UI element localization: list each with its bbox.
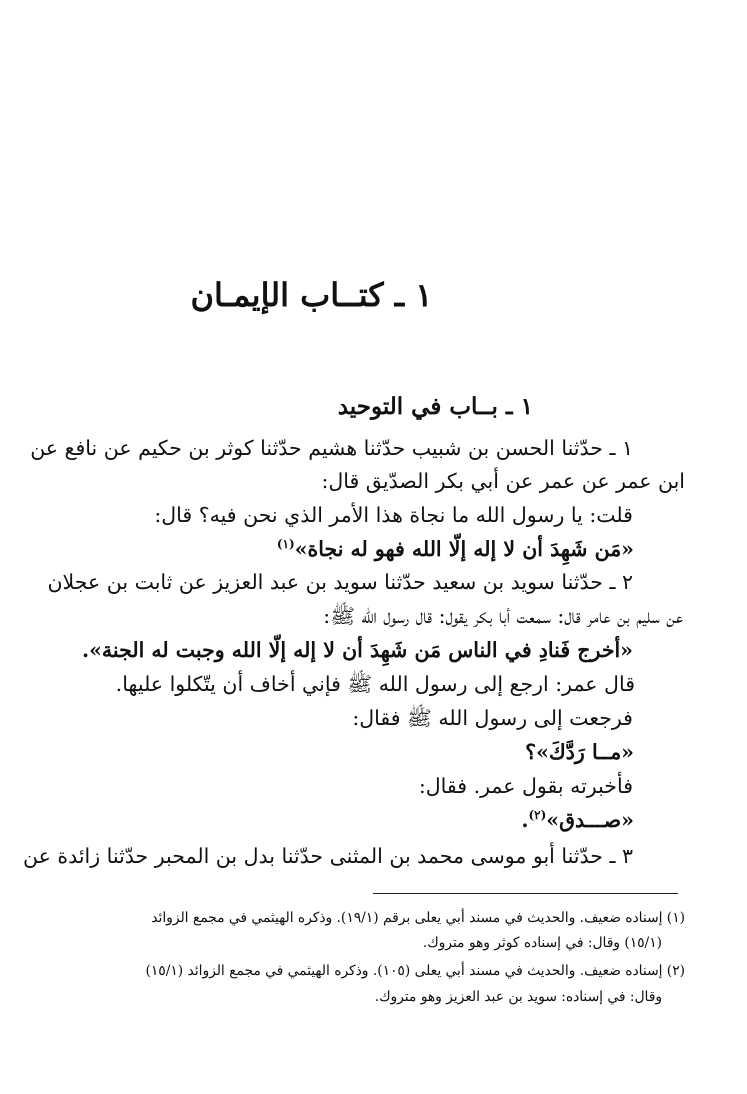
hadith-2-line-5: فأخبرته بقول عمر. فقال:	[418, 774, 633, 798]
hadith-2-line-2: عن سليم بن عامر قال: سمعت أبا بكر يقول: قال رسول الله ﷺ:	[323, 604, 683, 628]
hadith-1-prophetic-saying	[277, 535, 634, 563]
hadith-2-line-4: فرجعت إلى رسول الله ﷺ فقال:	[352, 706, 633, 730]
footnote-1-line-1: (١) إسناده ضعيف. والحديث في مسند أبي يعلى برقم (١٩/١). وذكره الهيثمي في مجمع الزوائد	[151, 910, 685, 926]
prophetic-text: «صـــدق»	[546, 808, 634, 832]
chapter-title: ١ ـ بــاب في التوحيد	[337, 393, 533, 420]
hadith-1-line-3: قلت: يا رسول الله ما نجاة هذا الأمر الذي نحن فيه؟ قال:	[154, 503, 633, 527]
footnote-ref-2: (٢)	[528, 808, 547, 823]
footnote-2-line-1: (٢) إسناده ضعيف. والحديث في مسند أبي يعلى (١٠٥). وذكره الهيثمي في مجمع الزوائد (١٥/١)	[145, 963, 685, 979]
prophetic-text: «مَن شَهِدَ أن لا إله إلّا الله فهو له نجاة»	[294, 537, 634, 561]
book-title: ١ ـ كتــاب الإيمـان	[190, 276, 433, 314]
footnote-1-line-2: (١٥/١) وقال: في إسناده كوثر وهو متروك.	[422, 935, 662, 951]
hadith-2-line-1	[47, 568, 633, 596]
footnote-2-line-2: وقال: في إسناده: سويد بن عبد العزيز وهو متروك.	[374, 989, 662, 1005]
hadith-2-prophetic-saying-3	[521, 806, 634, 834]
footnote-ref-1: (١)	[276, 537, 295, 552]
hadith-3-line-1	[22, 842, 633, 870]
body-line-text: ٣ ـ حدّثنا أبو موسى محمد بن المثنى حدّثنا بدل بن المحبر حدّثنا زائدة عن	[22, 844, 633, 868]
hadith-2-prophetic-saying-2: «مــا رَدَّكَ»؟	[525, 740, 634, 764]
footnote-separator	[373, 893, 678, 894]
hadith-1-line-1	[30, 434, 633, 462]
hadith-1-line-2: ابن عمر عن عمر عن أبي بكر الصدّيق قال:	[321, 469, 685, 493]
hadith-2-line-3: قال عمر: ارجع إلى رسول الله ﷺ فإني أخاف أن يتّكلوا عليها.	[115, 672, 635, 696]
body-line-text: ٢ ـ حدّثنا سويد بن سعيد حدّثنا سويد بن عبد العزيز عن ثابت بن عجلان	[47, 570, 633, 594]
hadith-2-prophetic-saying-1: «أخرج فَنادِ في الناس مَن شَهِدَ أن لا إله إلّا الله وجبت له الجنة».	[81, 638, 633, 662]
body-line-text: ١ ـ حدّثنا الحسن بن شبيب حدّثنا هشيم حدّثنا كوثر بن حكيم عن نافع عن	[30, 436, 633, 460]
sentence-end: .	[521, 808, 529, 832]
